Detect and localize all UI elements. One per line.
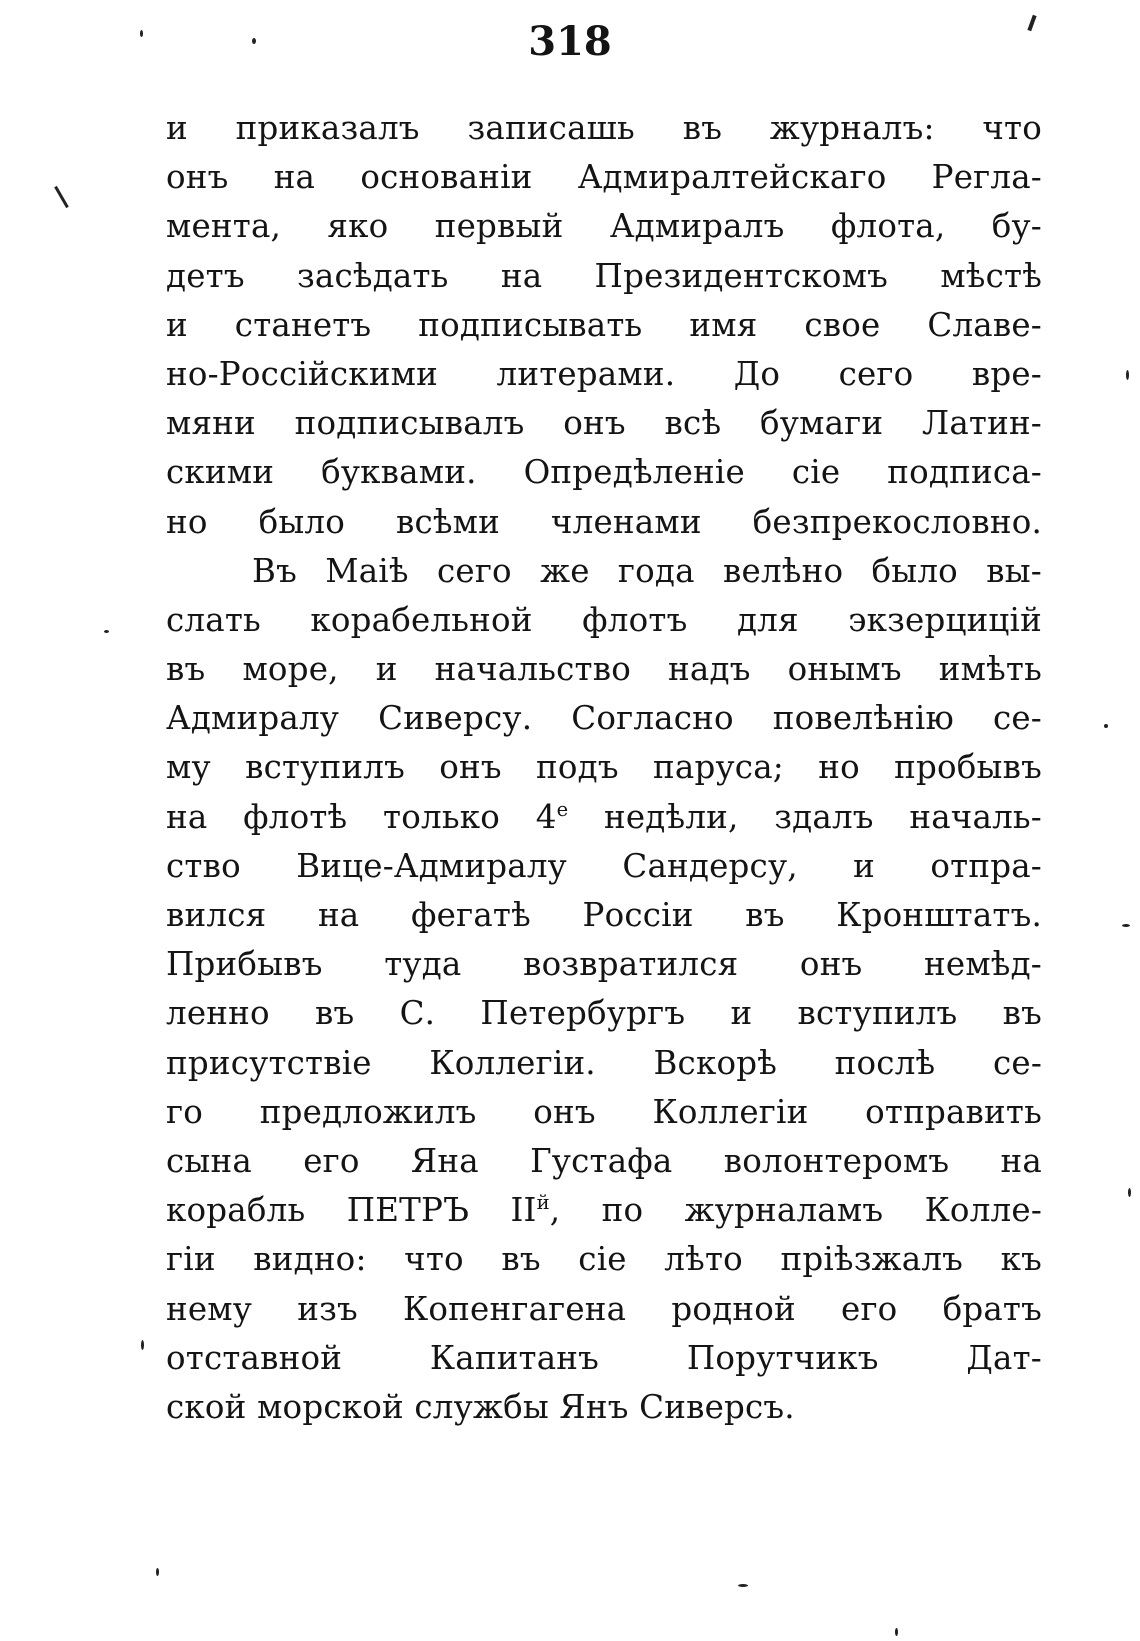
text-line-7: мяни подписывалъ онъ всѣ бумаги Латин-: [166, 404, 1042, 443]
text-line-12: въ море, и начальство надъ онымъ имѣть: [166, 650, 1042, 689]
text-line-9: но было всѣми членами безпрекословно.: [166, 502, 1042, 541]
scan-speck: [1128, 1188, 1131, 1197]
scan-speck: [1104, 724, 1108, 728]
scan-speck: [140, 30, 143, 37]
scan-speck: [156, 1568, 159, 1576]
text-line-15-sup: е: [556, 797, 569, 821]
scan-speck: [895, 1628, 898, 1636]
text-line-21: го предложилъ онъ Коллегiи отправить: [166, 1092, 1042, 1131]
scan-speck: [141, 1340, 144, 1350]
text-line-13: Адмиралу Сиверсу. Согласно повелѣнiю се-: [166, 699, 1042, 738]
text-line-10: Въ Маiѣ сего же года велѣно было вы-: [252, 551, 1042, 590]
scan-speck: [1122, 924, 1130, 927]
text-line-22: сына его Яна Густафа волонтеромъ на: [166, 1141, 1042, 1180]
scan-speck: [252, 38, 256, 44]
text-line-19: ленно въ С. Петербургъ и вступилъ въ: [166, 994, 1042, 1033]
scan-speck: [104, 630, 109, 633]
text-line-15-start: на флотѣ только 4: [166, 797, 557, 836]
scan-mark: [54, 186, 69, 208]
text-line-18: Прибывъ туда возвратился онъ немѣд-: [166, 945, 1042, 984]
text-line-17: вился на фегатѣ Россiи въ Кронштатъ.: [166, 896, 1042, 934]
text-line-23-end: , по журналамъ Колле-: [549, 1191, 1043, 1230]
text-line-24: гiи видно: что въ сiе лѣто прiѣзжалъ къ: [166, 1240, 1042, 1279]
text-line-11: слать корабельной флотъ для экзерцицiй: [166, 600, 1042, 639]
text-line-23-sup: й: [536, 1191, 550, 1215]
text-line-16: ство Вице-Адмиралу Сандерсу, и отпра-: [166, 846, 1042, 885]
text-line-6: но-Россiйскими литерами. До сего вре-: [166, 354, 1042, 393]
text-line-15: [166, 793, 1042, 842]
text-line-1: и приказалъ записашь въ журналъ: что: [166, 109, 1042, 147]
text-line-23-start: корабль ПЕТРЪ II: [166, 1191, 537, 1230]
text-line-15-end: недѣли, здалъ началь-: [568, 797, 1042, 836]
page-number: 318: [528, 18, 612, 65]
text-line-23: [166, 1186, 1042, 1235]
text-line-27: ской морской службы Янъ Сиверсъ.: [166, 1387, 795, 1426]
text-line-2: онъ на основанiи Адмиралтейскаго Регла-: [166, 158, 1042, 197]
text-line-5: и станетъ подписывать имя свое Славе-: [166, 305, 1042, 344]
body-text: [166, 104, 1042, 1432]
text-line-3: мента, яко первый Адмиралъ флота, бу-: [166, 207, 1042, 246]
text-line-14: му вступилъ онъ подъ паруса; но пробывъ: [166, 748, 1042, 787]
text-line-26: отставной Капитанъ Порутчикъ Дат-: [166, 1338, 1042, 1377]
text-line-8: скими буквами. Опредѣленiе сiе подписа-: [166, 453, 1042, 492]
scan-speck: [738, 1584, 748, 1587]
scan-speck: [1126, 370, 1129, 380]
text-line-4: детъ засѣдать на Президентскомъ мѣстѣ: [166, 256, 1042, 295]
text-line-25: нему изъ Копенгагена родной его братъ: [166, 1289, 1042, 1328]
text-line-20: присутствiе Коллегiи. Вскорѣ послѣ се-: [166, 1043, 1042, 1082]
